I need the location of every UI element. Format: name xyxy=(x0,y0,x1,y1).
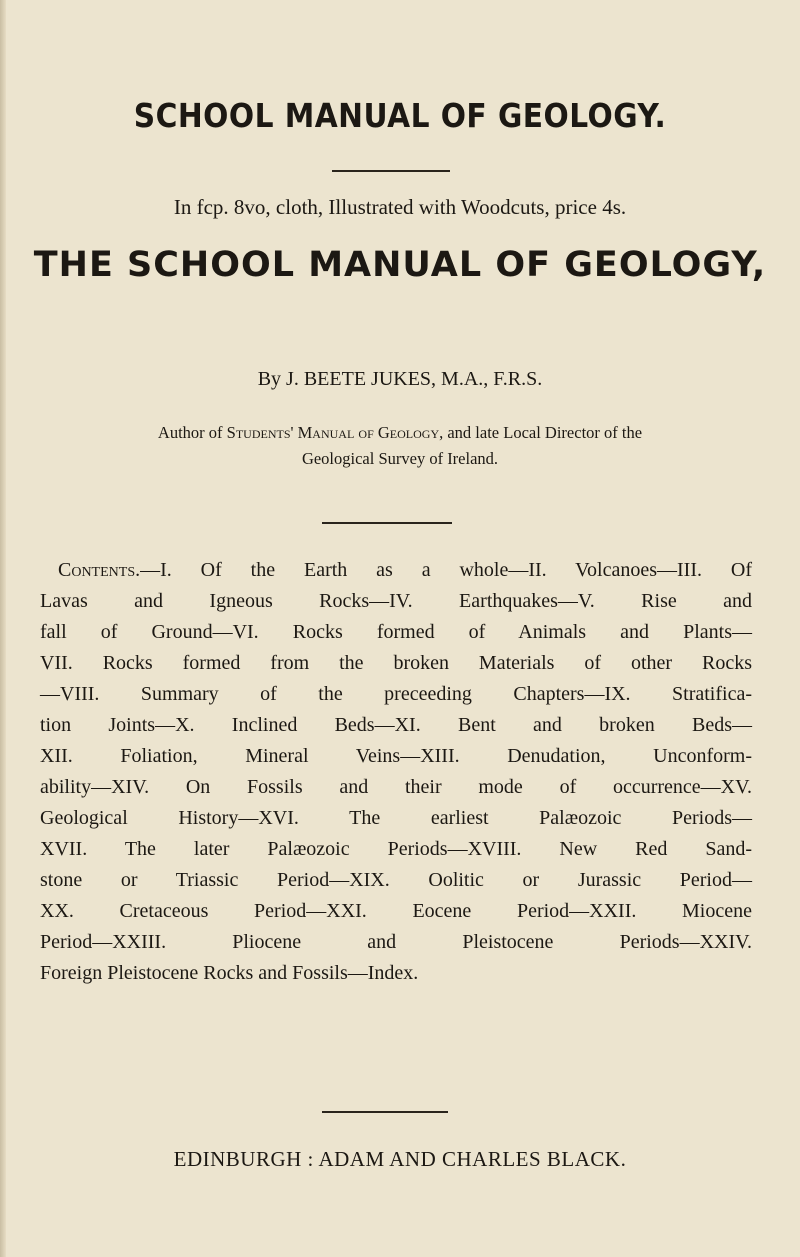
contents-line: —VIII. Summary of the preceeding Chapters—IX. Stratifica- xyxy=(40,683,752,705)
divider-rule xyxy=(322,522,452,524)
contents-line: tion Joints—X. Inclined Beds—XI. Bent and broken Beds— xyxy=(40,714,752,736)
page-spine-shadow xyxy=(0,0,6,1257)
author-byline: By J. BEETE JUKES, M.A., F.R.S. xyxy=(257,368,543,390)
contents-line: Lavas and Igneous Rocks—IV. Earthquakes—V. Rise and xyxy=(40,590,752,612)
contents-line: Foreign Pleistocene Rocks and Fossils—Index. xyxy=(40,962,419,984)
contents-line: Period—XXIII. Pliocene and Pleistocene Periods—XXIV. xyxy=(40,931,752,953)
author-suffix: and late Local Director of the xyxy=(447,423,643,442)
book-title: THE SCHOOL MANUAL OF GEOLOGY, xyxy=(33,245,767,285)
publisher-imprint: EDINBURGH : ADAM AND CHARLES BLACK. xyxy=(173,1147,627,1171)
contents-paragraph xyxy=(40,555,752,989)
contents-line: XII. Foliation, Mineral Veins—XIII. Denudation, Unconform- xyxy=(40,745,752,767)
author-line-2: Geological Survey of Ireland. xyxy=(301,449,499,468)
series-title: SCHOOL MANUAL OF GEOLOGY. xyxy=(133,96,667,135)
divider-rule xyxy=(322,1111,448,1113)
author-work: Students' Manual of Geology, xyxy=(226,423,444,442)
contents-line: XVII. The later Palæozoic Periods—XVIII. New Red Sand- xyxy=(40,838,752,860)
author-credentials xyxy=(0,420,800,472)
contents-line: XX. Cretaceous Period—XXI. Eocene Period—XXII. Miocene xyxy=(40,900,752,922)
contents-line: Contents.—I. Of the Earth as a whole—II. Volcanoes—III. Of xyxy=(58,559,752,581)
divider-rule xyxy=(332,170,450,172)
contents-label: Contents. xyxy=(58,559,141,581)
contents-line: Geological History—XVI. The earliest Palæozoic Periods— xyxy=(40,807,752,829)
contents-line: VII. Rocks formed from the broken Materials of other Rocks xyxy=(40,652,752,674)
author-prefix: Author of xyxy=(157,423,223,442)
announcement-line: In fcp. 8vo, cloth, Illustrated with Woodcuts, price 4s. xyxy=(173,195,627,219)
contents-line: ability—XIV. On Fossils and their mode of occurrence—XV. xyxy=(40,776,752,798)
contents-line: stone or Triassic Period—XIX. Oolitic or Jurassic Period— xyxy=(40,869,752,891)
contents-line: fall of Ground—VI. Rocks formed of Animals and Plants— xyxy=(40,621,752,643)
